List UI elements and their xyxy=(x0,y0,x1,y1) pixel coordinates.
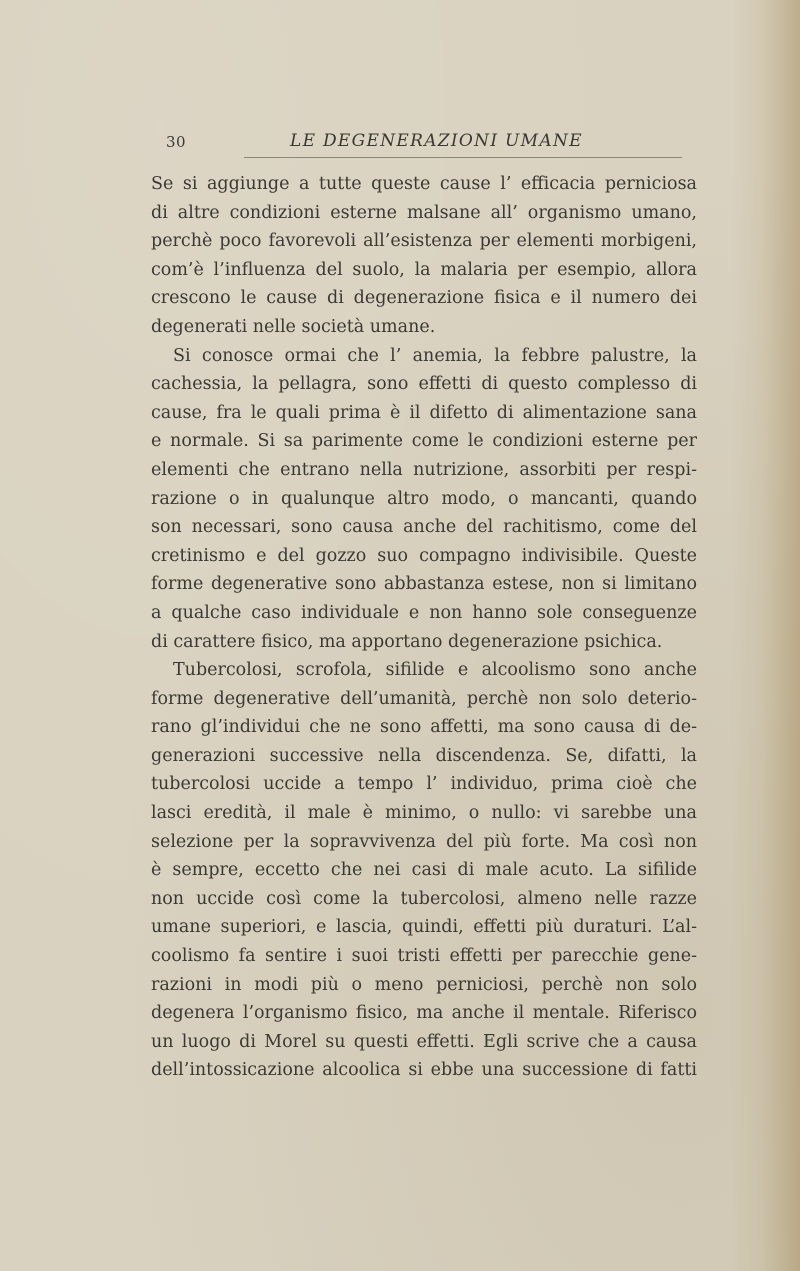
text-line: son necessari, sono causa anche del rachitismo, come del xyxy=(151,517,697,538)
text-line: perchè poco favorevoli all’esistenza per elementi morbigeni, xyxy=(151,231,697,252)
text-line: Si conosce ormai che l’ anemia, la febbre palustre, la xyxy=(173,345,697,366)
header-rule xyxy=(244,157,682,158)
text-line: coolismo fa sentire i suoi tristi effetti per parecchie gene- xyxy=(151,946,697,967)
text-line: generazioni successive nella discendenza. Se, difatti, la xyxy=(151,745,697,766)
text-line: razione o in qualunque altro modo, o mancanti, quando xyxy=(151,488,697,509)
text-line: dell’intossicazione alcoolica si ebbe una successione di fatti xyxy=(151,1060,697,1081)
text-line: umane superiori, e lascia, quindi, effetti più duraturi. L’al- xyxy=(151,917,697,938)
text-line: è sempre, eccetto che nei casi di male acuto. La sifilide xyxy=(151,860,697,881)
text-line: com’è l’influenza del suolo, la malaria per esempio, allora xyxy=(151,259,697,280)
text-line: forme degenerative dell’umanità, perchè non solo deterio- xyxy=(151,688,697,709)
text-line: Se si aggiunge a tutte queste cause l’ efficacia perniciosa xyxy=(151,174,697,194)
page-header xyxy=(158,131,686,159)
text-line: a qualche caso individuale e non hanno sole conseguenze xyxy=(151,602,697,623)
text-line: di altre condizioni esterne malsane all’ organismo umano, xyxy=(151,202,697,223)
text-line: non uccide così come la tubercolosi, almeno nelle razze xyxy=(151,888,697,909)
text-line: un luogo di Morel su questi effetti. Egli scrive che a causa xyxy=(151,1031,697,1052)
text-line: Tubercolosi, scrofola, sifilide e alcoolismo sono anche xyxy=(173,660,697,681)
page-edge-shading xyxy=(730,0,800,1271)
text-line: elementi che entrano nella nutrizione, assorbiti per respi- xyxy=(151,459,697,480)
page-number: 30 xyxy=(166,133,187,151)
text-line: lasci eredità, il male è minimo, o nullo: vi sarebbe una xyxy=(151,803,697,824)
text-line: e normale. Si sa parimente come le condizioni esterne per xyxy=(151,431,697,452)
text-line: cachessia, la pellagra, sono effetti di questo complesso di xyxy=(151,374,697,395)
body-text xyxy=(151,170,697,1085)
text-line: cause, fra le quali prima è il difetto di alimentazione sana xyxy=(151,402,697,423)
text-line: razioni in modi più o meno perniciosi, perchè non solo xyxy=(151,974,697,995)
text-line: rano gl’individui che ne sono affetti, ma sono causa di de- xyxy=(151,717,697,738)
text-line: forme degenerative sono abbastanza estese, non si limitano xyxy=(151,574,697,595)
text-line: selezione per la sopravvivenza del più forte. Ma così non xyxy=(151,831,697,852)
text-line: crescono le cause di degenerazione fisica e il numero dei xyxy=(151,288,697,309)
text-line: degenerati nelle società umane. xyxy=(151,316,436,337)
text-line: cretinismo e del gozzo suo compagno indivisibile. Queste xyxy=(151,545,697,566)
text-line: degenera l’organismo fisico, ma anche il mentale. Riferisco xyxy=(151,1003,697,1024)
text-line: tubercolosi uccide a tempo l’ individuo, prima cioè che xyxy=(151,774,697,795)
running-title: LE DEGENERAZIONI UMANE xyxy=(290,131,583,151)
text-line: di carattere fisico, ma apportano degenerazione psichica. xyxy=(151,631,663,652)
